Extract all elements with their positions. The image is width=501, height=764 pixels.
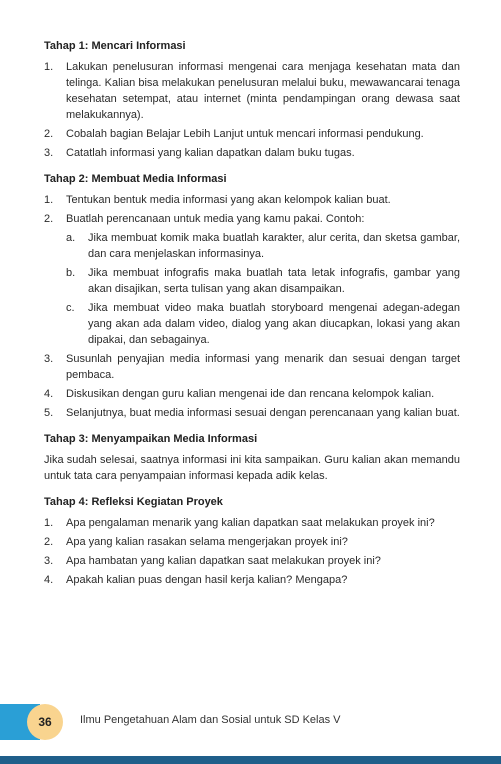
stage-title: Tahap 1: Mencari Informasi	[44, 40, 186, 52]
step-number: 4.	[44, 388, 54, 400]
step-number: 2.	[44, 213, 54, 225]
step-text: Susunlah penyajian media informasi yang menarik dan sesuai dengan target pembaca.	[66, 353, 460, 381]
step-number: 1.	[44, 517, 54, 529]
substep-letter: c.	[66, 302, 75, 314]
substep-item	[66, 265, 460, 297]
stage-paragraph: Jika sudah selesai, saatnya informasi ini kita sampaikan. Guru kalian akan memandu untuk tata cara penyampaian informasi kepada adik kelas.	[44, 454, 460, 482]
step-text: Apakah kalian puas dengan hasil kerja kalian? Mengapa?	[66, 574, 348, 586]
step-item	[44, 553, 460, 569]
substep-text: Jika membuat komik maka buatlah karakter, alur cerita, dan sketsa gambar, dan cara menjelaskan informasinya.	[88, 232, 460, 260]
step-item	[44, 534, 460, 550]
step-item	[44, 351, 460, 383]
step-item	[44, 515, 460, 531]
substep-letter: b.	[66, 267, 76, 279]
step-number: 2.	[44, 536, 54, 548]
step-item	[44, 386, 460, 402]
step-item	[44, 145, 460, 161]
stage-title: Tahap 3: Menyampaikan Media Informasi	[44, 433, 258, 445]
substep-list	[66, 230, 460, 348]
stage-3	[44, 431, 460, 484]
step-item	[44, 572, 460, 588]
page-number-badge	[27, 704, 63, 740]
step-list	[44, 192, 460, 421]
step-item	[44, 405, 460, 421]
step-text: Cobalah bagian Belajar Lebih Lanjut untuk mencari informasi pendukung.	[66, 128, 424, 140]
step-list	[44, 515, 460, 588]
step-text: Apa hambatan yang kalian dapatkan saat melakukan proyek ini?	[66, 555, 381, 567]
page-number: 36	[38, 715, 52, 729]
substep-text: Jika membuat video maka buatlah storyboard mengenai adegan-adegan yang akan ada dalam video, dialog yang akan diucapkan, lokasi yang akan dipakai, dan sebagainya.	[88, 302, 460, 346]
step-text: Diskusikan dengan guru kalian mengenai ide dan rencana kelompok kalian.	[66, 388, 435, 400]
stage-4	[44, 494, 460, 588]
footer-book-title: Ilmu Pengetahuan Alam dan Sosial untuk SD Kelas V	[80, 714, 341, 726]
stage-2	[44, 171, 460, 421]
step-text: Buatlah perencanaan untuk media yang kamu pakai. Contoh:	[66, 213, 365, 225]
step-text: Tentukan bentuk media informasi yang akan kelompok kalian buat.	[66, 194, 391, 206]
stage-title: Tahap 4: Refleksi Kegiatan Proyek	[44, 496, 223, 508]
step-number: 3.	[44, 555, 54, 567]
step-number: 4.	[44, 574, 54, 586]
step-number: 3.	[44, 147, 54, 159]
stage-1	[44, 38, 460, 161]
step-list	[44, 59, 460, 161]
step-item	[44, 59, 460, 123]
step-number: 1.	[44, 61, 54, 73]
page-content	[44, 38, 460, 598]
step-text: Selanjutnya, buat media informasi sesuai dengan perencanaan yang kalian buat.	[66, 407, 460, 419]
bottom-stripe	[0, 756, 501, 764]
step-text: Lakukan penelusuran informasi mengenai cara menjaga kesehatan mata dan telinga. Kalian bisa melakukan penelusuran melalui buku, mewawancarai tenaga kesehatan setempat, atau internet (minta pendampingan orang dewasa saat melakukannya).	[66, 61, 460, 121]
step-number: 1.	[44, 194, 54, 206]
substep-item	[66, 300, 460, 348]
stage-title: Tahap 2: Membuat Media Informasi	[44, 173, 227, 185]
step-number: 3.	[44, 353, 54, 365]
substep-item	[66, 230, 460, 262]
step-number: 2.	[44, 128, 54, 140]
substep-letter: a.	[66, 232, 76, 244]
step-item	[44, 192, 460, 208]
step-item	[44, 126, 460, 142]
step-text: Apa pengalaman menarik yang kalian dapatkan saat melakukan proyek ini?	[66, 517, 435, 529]
step-text: Catatlah informasi yang kalian dapatkan dalam buku tugas.	[66, 147, 355, 159]
step-number: 5.	[44, 407, 54, 419]
step-text: Apa yang kalian rasakan selama mengerjakan proyek ini?	[66, 536, 348, 548]
step-item	[44, 211, 460, 348]
substep-text: Jika membuat infografis maka buatlah tata letak infografis, gambar yang akan disajikan, serta tulisan yang akan disampaikan.	[88, 267, 460, 295]
